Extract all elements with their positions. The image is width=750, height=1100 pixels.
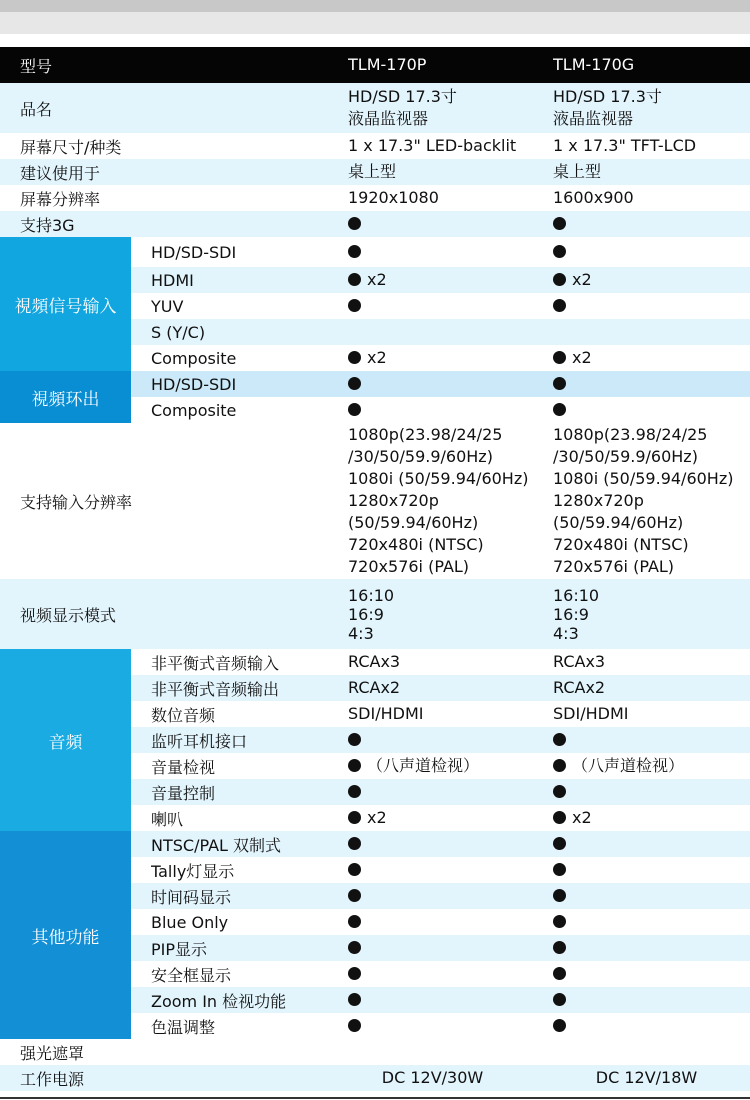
sub-label [151, 805, 346, 831]
value-p [348, 237, 553, 267]
sub-label [151, 701, 346, 727]
value-g [553, 701, 750, 727]
sub-label-text: 非平衡式音频输出 [151, 679, 280, 699]
value-g [553, 831, 750, 857]
sub-label [151, 857, 346, 883]
value-g [553, 987, 750, 1013]
sub-label-text: 音量控制 [151, 783, 216, 803]
value-g-text: x2 [572, 270, 592, 289]
sub-label-text: 音量检视 [151, 757, 216, 777]
spec-row [0, 133, 750, 159]
value-g-text: 桌上型 [553, 162, 602, 181]
value-g [553, 579, 750, 649]
bullet-icon [348, 967, 361, 980]
table-header-row [0, 47, 750, 83]
bullet-icon [553, 273, 566, 286]
value-p-line: 720x480i (NTSC) [348, 535, 484, 554]
group-other [0, 831, 131, 1039]
value-p [348, 779, 553, 805]
bullet-icon [348, 889, 361, 902]
bullet-icon [348, 351, 361, 364]
value-g [553, 649, 750, 675]
value-g [553, 345, 750, 371]
value-g [553, 857, 750, 883]
row-label-text: 建议使用于 [20, 163, 101, 183]
value-g [553, 159, 750, 185]
row-label [20, 185, 340, 211]
sub-label-text: S (Y/C) [151, 322, 206, 342]
bullet-icon [553, 351, 566, 364]
bullet-icon [553, 889, 566, 902]
bullet-icon [348, 941, 361, 954]
value-g [553, 1013, 750, 1039]
sub-label-text: Composite [151, 400, 237, 420]
value-g [553, 237, 750, 267]
spec-row [0, 185, 750, 211]
bullet-icon [348, 1019, 361, 1032]
sub-label [151, 319, 346, 345]
value-p [348, 935, 553, 961]
value-p [348, 857, 553, 883]
sub-label [151, 883, 346, 909]
value-p-text: （八声道检视） [367, 756, 480, 775]
value-p [348, 883, 553, 909]
row-label-text: 强光遮罩 [20, 1043, 85, 1063]
header-label-text: 型号 [20, 56, 53, 76]
value-p [348, 579, 553, 649]
value-p [348, 319, 553, 345]
value-g [553, 371, 750, 397]
top-light-band [0, 12, 750, 34]
value-g-line: (50/59.94/60Hz) [553, 513, 684, 532]
bullet-icon [348, 377, 361, 390]
bullet-icon [553, 837, 566, 850]
row-label [20, 133, 340, 159]
value-p-text: 1 x 17.3" LED-backlit [348, 136, 517, 155]
sub-label [151, 961, 346, 987]
sub-label-text: 非平衡式音频输入 [151, 653, 280, 673]
bullet-icon [553, 759, 566, 772]
sub-label-text: YUV [151, 296, 184, 316]
value-g [553, 83, 750, 133]
sub-label [151, 753, 346, 779]
value-p [348, 83, 553, 133]
value-p-line: HD/SD 17.3寸 [348, 87, 457, 106]
row-label-text: 屏幕尺寸/种类 [20, 137, 122, 157]
row-label-text: 视频显示模式 [20, 605, 117, 625]
value-g [553, 753, 750, 779]
bullet-icon [348, 403, 361, 416]
value-p [348, 909, 553, 935]
row-label [20, 159, 340, 185]
sub-label [151, 371, 346, 397]
value-g-line: /30/50/59.9/60Hz) [553, 447, 698, 466]
value-g-text: RCAx2 [553, 678, 606, 697]
value-p [348, 423, 553, 579]
value-p [348, 675, 553, 701]
bullet-icon [348, 863, 361, 876]
spec-row-glare-hood [0, 1039, 750, 1065]
spec-row-input-resolution [0, 423, 750, 579]
value-g-line: 液晶监视器 [553, 109, 634, 128]
value-g [553, 909, 750, 935]
row-label-text: 支持输入分辨率 [20, 492, 133, 512]
spec-row [0, 159, 750, 185]
header-model-p [348, 47, 553, 83]
group-audio-text: 音頻 [48, 732, 83, 753]
row-label-text: 屏幕分辨率 [20, 189, 101, 209]
value-p-line: 1280x720p [348, 491, 439, 510]
bullet-icon [348, 785, 361, 798]
value-g [553, 805, 750, 831]
value-g [553, 935, 750, 961]
row-label [20, 211, 340, 237]
value-p-text: 桌上型 [348, 162, 397, 181]
bullet-icon [553, 967, 566, 980]
group-video-input [0, 237, 131, 371]
group-other-text: 其他功能 [31, 927, 100, 948]
value-p [348, 159, 553, 185]
value-g [553, 397, 750, 423]
sub-label [151, 987, 346, 1013]
value-p-line: 720x576i (PAL) [348, 557, 470, 576]
value-p [348, 961, 553, 987]
value-p-line: 16:10 [348, 585, 395, 605]
value-p-line: 液晶监视器 [348, 109, 429, 128]
value-p-line: /30/50/59.9/60Hz) [348, 447, 493, 466]
value-g-text: x2 [572, 808, 592, 827]
value-p [348, 727, 553, 753]
value-g-text: RCAx3 [553, 652, 606, 671]
sub-label [151, 935, 346, 961]
value-p [348, 1013, 553, 1039]
value-g-line: 1080i (50/59.94/60Hz) [553, 469, 734, 488]
sub-label-text: 数位音频 [151, 705, 216, 725]
value-p [348, 649, 553, 675]
value-g-line: 16:9 [553, 604, 589, 624]
value-g [553, 211, 750, 237]
value-p [348, 293, 553, 319]
bullet-icon [553, 403, 566, 416]
value-p-text: x2 [367, 808, 387, 827]
bullet-icon [348, 245, 361, 258]
row-label-text: 支持3G [20, 215, 75, 235]
bullet-icon [348, 299, 361, 312]
bullet-icon [348, 759, 361, 772]
value-g [553, 423, 750, 579]
sub-label-text: 安全框显示 [151, 965, 232, 985]
value-g [553, 961, 750, 987]
sub-label [151, 267, 346, 293]
value-p-text: SDI/HDMI [348, 704, 424, 723]
bullet-icon [348, 733, 361, 746]
sub-label-text: 喇叭 [151, 809, 184, 829]
spec-row-display-mode [0, 579, 750, 649]
value-p [348, 185, 553, 211]
value-p [348, 753, 553, 779]
sub-label-text: HD/SD-SDI [151, 374, 237, 394]
sub-label [151, 675, 346, 701]
value-p [348, 805, 553, 831]
row-label-text: 品名 [20, 99, 53, 119]
bullet-icon [553, 245, 566, 258]
value-p-line: 1080p(23.98/24/25 [348, 425, 503, 444]
bullet-icon [553, 915, 566, 928]
header-model-g [553, 47, 750, 83]
value-g [553, 133, 750, 159]
value-g-text: （八声道检视） [572, 756, 685, 775]
sub-label-text: Tally灯显示 [151, 861, 235, 881]
spec-row [0, 211, 750, 237]
value-p [348, 345, 553, 371]
group-video-loop [0, 371, 131, 423]
value-p-text: RCAx2 [348, 678, 401, 697]
value-g [553, 727, 750, 753]
value-p-line: 4:3 [348, 623, 374, 643]
sub-label [151, 1013, 346, 1039]
value-p-text: x2 [367, 270, 387, 289]
group-video-input-text: 視頻信号输入 [14, 296, 117, 317]
value-p-text: RCAx3 [348, 652, 401, 671]
row-label [20, 83, 340, 133]
spec-table [0, 47, 750, 1091]
bullet-icon [553, 863, 566, 876]
group-video-loop-text: 視頻环出 [31, 389, 100, 410]
row-label-text: 工作电源 [20, 1069, 85, 1089]
value-p [348, 831, 553, 857]
value-g-line: 1280x720p [553, 491, 644, 510]
value-g [553, 883, 750, 909]
bullet-icon [553, 941, 566, 954]
sub-label [151, 293, 346, 319]
value-g [553, 319, 750, 345]
sub-label-text: Blue Only [151, 912, 229, 932]
sub-label-text: PIP显示 [151, 939, 208, 959]
value-g-line: 16:10 [553, 585, 600, 605]
sub-label-text: Composite [151, 348, 237, 368]
bullet-icon [348, 273, 361, 286]
spec-row [0, 83, 750, 133]
value-p-line: 1080i (50/59.94/60Hz) [348, 469, 529, 488]
value-p [348, 211, 553, 237]
bullet-icon [553, 377, 566, 390]
value-g-text: x2 [572, 348, 592, 367]
value-p [348, 371, 553, 397]
value-g [553, 779, 750, 805]
sub-label [151, 831, 346, 857]
row-label [20, 1065, 340, 1091]
bullet-icon [553, 785, 566, 798]
bullet-icon [348, 915, 361, 928]
value-g-line: 720x480i (NTSC) [553, 535, 689, 554]
bullet-icon [553, 811, 566, 824]
sub-label [151, 649, 346, 675]
sub-label [151, 237, 346, 267]
sub-label-text: 时间码显示 [151, 887, 232, 907]
header-model-g-text: TLM-170G [553, 55, 635, 74]
value-g [553, 185, 750, 211]
value-g-text: DC 12V/18W [595, 1068, 698, 1087]
value-p [348, 133, 553, 159]
value-g-line: 720x576i (PAL) [553, 557, 675, 576]
value-p [348, 267, 553, 293]
sub-label [151, 779, 346, 805]
header-label [20, 47, 340, 83]
value-p-line: (50/59.94/60Hz) [348, 513, 479, 532]
value-g-line: 4:3 [553, 623, 579, 643]
value-g-line: HD/SD 17.3寸 [553, 87, 662, 106]
bullet-icon [348, 217, 361, 230]
value-g [553, 675, 750, 701]
value-g-text: SDI/HDMI [553, 704, 629, 723]
value-p-text: DC 12V/30W [381, 1068, 484, 1087]
value-p-text: x2 [367, 348, 387, 367]
value-g [553, 267, 750, 293]
spec-row-power [0, 1065, 750, 1091]
row-label [20, 579, 340, 649]
value-p [348, 397, 553, 423]
bullet-icon [553, 299, 566, 312]
value-p-line: 16:9 [348, 604, 384, 624]
bullet-icon [348, 837, 361, 850]
group-audio [0, 649, 131, 831]
sub-label-text: HDMI [151, 270, 194, 290]
value-p-text: 1920x1080 [348, 188, 439, 207]
bullet-icon [553, 217, 566, 230]
sub-label-text: NTSC/PAL 双制式 [151, 835, 282, 855]
bullet-icon [553, 1019, 566, 1032]
value-g-text: 1 x 17.3" TFT-LCD [553, 136, 697, 155]
value-g [553, 293, 750, 319]
top-gray-band [0, 0, 750, 12]
bullet-icon [553, 993, 566, 1006]
sub-label [151, 909, 346, 935]
value-g [548, 1065, 745, 1091]
row-label [20, 1039, 340, 1065]
bottom-rule [0, 1097, 750, 1099]
sub-label [151, 397, 346, 423]
bullet-icon [348, 811, 361, 824]
sub-label [151, 345, 346, 371]
sub-label-text: 色温调整 [151, 1017, 216, 1037]
value-p [330, 1065, 535, 1091]
sub-label-text: 监听耳机接口 [151, 731, 248, 751]
value-g-line: 1080p(23.98/24/25 [553, 425, 708, 444]
value-p [348, 701, 553, 727]
bullet-icon [553, 733, 566, 746]
header-model-p-text: TLM-170P [348, 55, 427, 74]
sub-label-text: Zoom In 检视功能 [151, 991, 287, 1011]
sub-label [151, 727, 346, 753]
value-p [348, 987, 553, 1013]
sub-label-text: HD/SD-SDI [151, 242, 237, 262]
bullet-icon [348, 993, 361, 1006]
value-g-text: 1600x900 [553, 188, 634, 207]
row-label [20, 423, 340, 579]
